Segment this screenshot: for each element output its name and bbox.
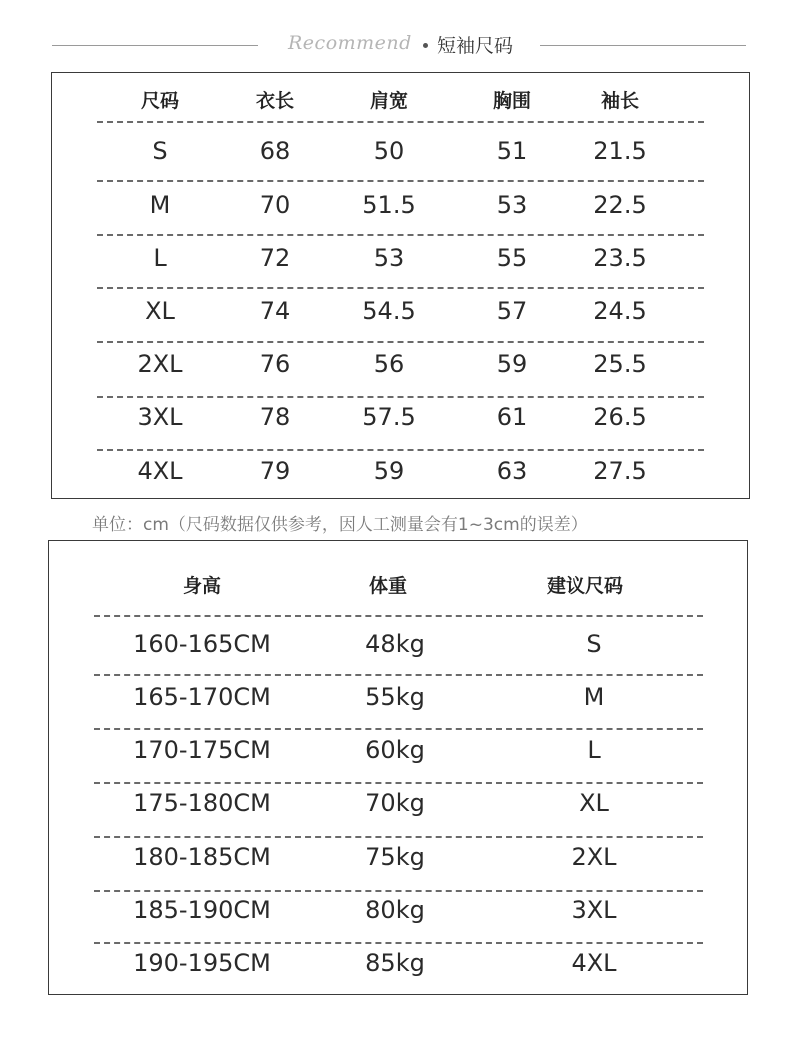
page-header (0, 28, 790, 62)
cell-weight: 85kg (365, 949, 425, 977)
cell-recommended-size: L (587, 736, 601, 764)
cell-height: 180-185CM (133, 843, 271, 871)
cell-length: 76 (259, 350, 291, 378)
row-divider (97, 341, 704, 343)
header-cell-length: 衣长 (255, 90, 295, 112)
cell-weight: 60kg (365, 736, 425, 764)
row-divider (97, 180, 704, 182)
cell-height: 170-175CM (133, 736, 271, 764)
header-cell-chest: 胸围 (492, 90, 532, 112)
cell-chest: 53 (496, 191, 528, 219)
cell-length: 78 (259, 403, 291, 431)
cell-size: 3XL (137, 403, 183, 431)
header-rule-left (52, 45, 258, 46)
cell-shoulder: 56 (373, 350, 405, 378)
cell-shoulder: 57.5 (362, 403, 416, 431)
cell-chest: 57 (496, 297, 528, 325)
cell-sleeve: 23.5 (593, 244, 647, 272)
header-cell-shoulder: 肩宽 (369, 90, 409, 112)
cell-size: S (152, 137, 168, 165)
cell-height: 185-190CM (133, 896, 271, 924)
cell-chest: 59 (496, 350, 528, 378)
cell-shoulder: 54.5 (362, 297, 416, 325)
cell-sleeve: 26.5 (593, 403, 647, 431)
cell-weight: 48kg (365, 630, 425, 658)
header-dot (423, 43, 428, 48)
row-divider (97, 287, 704, 289)
cell-chest: 55 (496, 244, 528, 272)
page-title: 短袖尺码 (437, 35, 514, 57)
row-divider (97, 121, 704, 123)
row-divider (97, 396, 704, 398)
cell-size: M (149, 191, 171, 219)
header-cell-sleeve: 袖长 (600, 90, 640, 112)
header-rule-right (540, 45, 746, 46)
cell-height: 160-165CM (133, 630, 271, 658)
cell-weight: 70kg (365, 789, 425, 817)
cell-size: XL (145, 297, 175, 325)
cell-sleeve: 24.5 (593, 297, 647, 325)
cell-shoulder: 51.5 (362, 191, 416, 219)
size-recommendation-table (48, 540, 748, 995)
header-cell-recommended-size: 建议尺码 (546, 575, 624, 597)
cell-length: 74 (259, 297, 291, 325)
cell-recommended-size: XL (579, 789, 609, 817)
cell-sleeve: 27.5 (593, 457, 647, 485)
row-divider (94, 728, 703, 730)
header-script-text: Recommend (288, 32, 412, 54)
cell-recommended-size: 3XL (571, 896, 617, 924)
cell-recommended-size: 2XL (571, 843, 617, 871)
cell-height: 190-195CM (133, 949, 271, 977)
cell-chest: 51 (496, 137, 528, 165)
cell-shoulder: 50 (373, 137, 405, 165)
row-divider (97, 234, 704, 236)
cell-length: 79 (259, 457, 291, 485)
cell-length: 72 (259, 244, 291, 272)
row-divider (94, 615, 703, 617)
row-divider (94, 836, 703, 838)
row-divider (94, 674, 703, 676)
header-cell-weight: 体重 (368, 575, 408, 597)
cell-weight: 80kg (365, 896, 425, 924)
cell-shoulder: 59 (373, 457, 405, 485)
header-cell-height: 身高 (182, 575, 222, 597)
cell-size: 4XL (137, 457, 183, 485)
cell-chest: 61 (496, 403, 528, 431)
cell-sleeve: 22.5 (593, 191, 647, 219)
row-divider (94, 782, 703, 784)
cell-recommended-size: M (583, 683, 605, 711)
cell-length: 68 (259, 137, 291, 165)
size-chart-table (51, 72, 750, 499)
cell-recommended-size: S (586, 630, 602, 658)
cell-size: L (153, 244, 167, 272)
cell-weight: 75kg (365, 843, 425, 871)
measurement-note: 单位：cm（尺码数据仅供参考，因人工测量会有1~3cm的误差） (92, 515, 588, 535)
cell-size: 2XL (137, 350, 183, 378)
cell-weight: 55kg (365, 683, 425, 711)
cell-height: 165-170CM (133, 683, 271, 711)
row-divider (94, 942, 703, 944)
cell-shoulder: 53 (373, 244, 405, 272)
row-divider (94, 890, 703, 892)
row-divider (97, 449, 704, 451)
cell-sleeve: 25.5 (593, 350, 647, 378)
cell-length: 70 (259, 191, 291, 219)
cell-chest: 63 (496, 457, 528, 485)
cell-recommended-size: 4XL (571, 949, 617, 977)
cell-sleeve: 21.5 (593, 137, 647, 165)
header-cell-size: 尺码 (140, 90, 180, 112)
cell-height: 175-180CM (133, 789, 271, 817)
